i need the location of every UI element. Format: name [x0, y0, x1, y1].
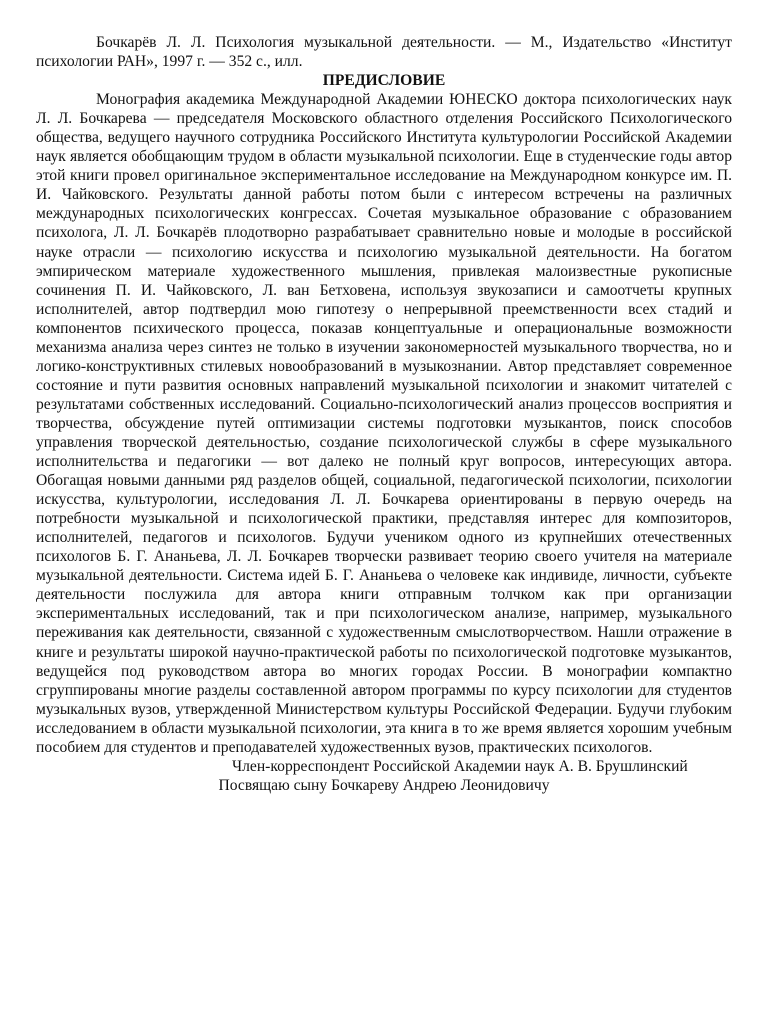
bibliographic-reference: Бочкарёв Л. Л. Психология музыкальной деятельности. — М., Издательство «Институт психологии РАН», 1997 г. — 352 с., илл.	[36, 34, 732, 71]
document-page	[36, 33, 732, 795]
preface-heading: ПРЕДИСЛОВИЕ	[322, 72, 446, 90]
author-signature: Член-корреспондент Российской Академии наук А. В. Брушлинский	[232, 757, 688, 775]
dedication-line: Посвящаю сыну Бочкареву Андрею Леонидовичу	[218, 776, 550, 794]
preface-paragraph: Монография академика Международной Академии ЮНЕСКО доктора психологических наук Л. Л. Бочкарева — председателя Московского областного отделения Российского Психологического общества, ведущего научного сотрудника Российского Института культурологии Российской Академии наук является обобщающим трудом в области музыкальной психологии. Еще в студенческие годы автор этой книги провел оригинальное экспериментальное исследование на Международном конкурсе им. П. И. Чайковского. Результаты данной работы потом были с интересом встречены на различных международных психологических конгрессах. Сочетая музыкальное образование с образованием психолога, Л. Л. Бочкарёв плодотворно разрабатывает сравнительно новые и молодые в российской науке отрасли — психологию искусства и психологию музыкальной деятельности. На богатом эмпирическом материале художественного мышления, привлекая малоизвестные рукописные сочинения П. И. Чайковского, Л. ван Бетховена, используя звукозаписи и самоотчеты крупных исполнителей, автор подтвердил мою гипотезу о непрерывной преемственности всех стадий и компонентов психического процесса, показав концептуальные и операциональные возможности механизма анализа через синтез не только в изучении закономерностей музыкального творчества, но и логико-конструктивных стилевых новообразований в музыкознании. Автор представляет современное состояние и пути развития основных направлений музыкальной психологии и знакомит читателей с результатами собственных исследований. Социально-психологический анализ процессов восприятия и творчества, обсуждение путей оптимизации системы подготовки музыкантов, поиск способов управления творческой деятельностью, создание психологической службы в сфере музыкального исполнительства и педагогики — вот далеко не полный круг вопросов, интересующих автора. Обогащая новыми данными ряд разделов общей, социальной, педагогической психологии, психологии искусства, культурологии, исследования Л. Л. Бочкарева ориентированы в первую очередь на потребности музыкальной и психологической практики, представляя интерес для композиторов, исполнителей, педагогов и психологов. Будучи учеником одного из крупнейших отечественных психологов Б. Г. Ананьева, Л. Л. Бочкарев творчески развивает теорию своего учителя на материале музыкальной деятельности. Система идей Б. Г. Ананьева о человеке как индивиде, личности, субъекте деятельности послужила для автора книги отправным толчком как при организации экспериментальных исследований, так и при психологическом анализе, например, музыкального переживания как деятельности, связанной с художественным смыслотворчеством. Нашли отражение в книге и результаты широкой научно-практической работы по психологической подготовке музыкантов, ведущейся под руководством автора во многих городах России. В монографии компактно сгруппированы многие разделы составленной автором программы по курсу психологии для студентов музыкальных вузов, утвержденной Министерством культуры Российской Федерации. Будучи глубоким исследованием в области музыкальной психологии, эта книга в то же время является хорошим учебным пособием для студентов и преподавателей художественных вузов, практических психологов.	[36, 91, 732, 756]
